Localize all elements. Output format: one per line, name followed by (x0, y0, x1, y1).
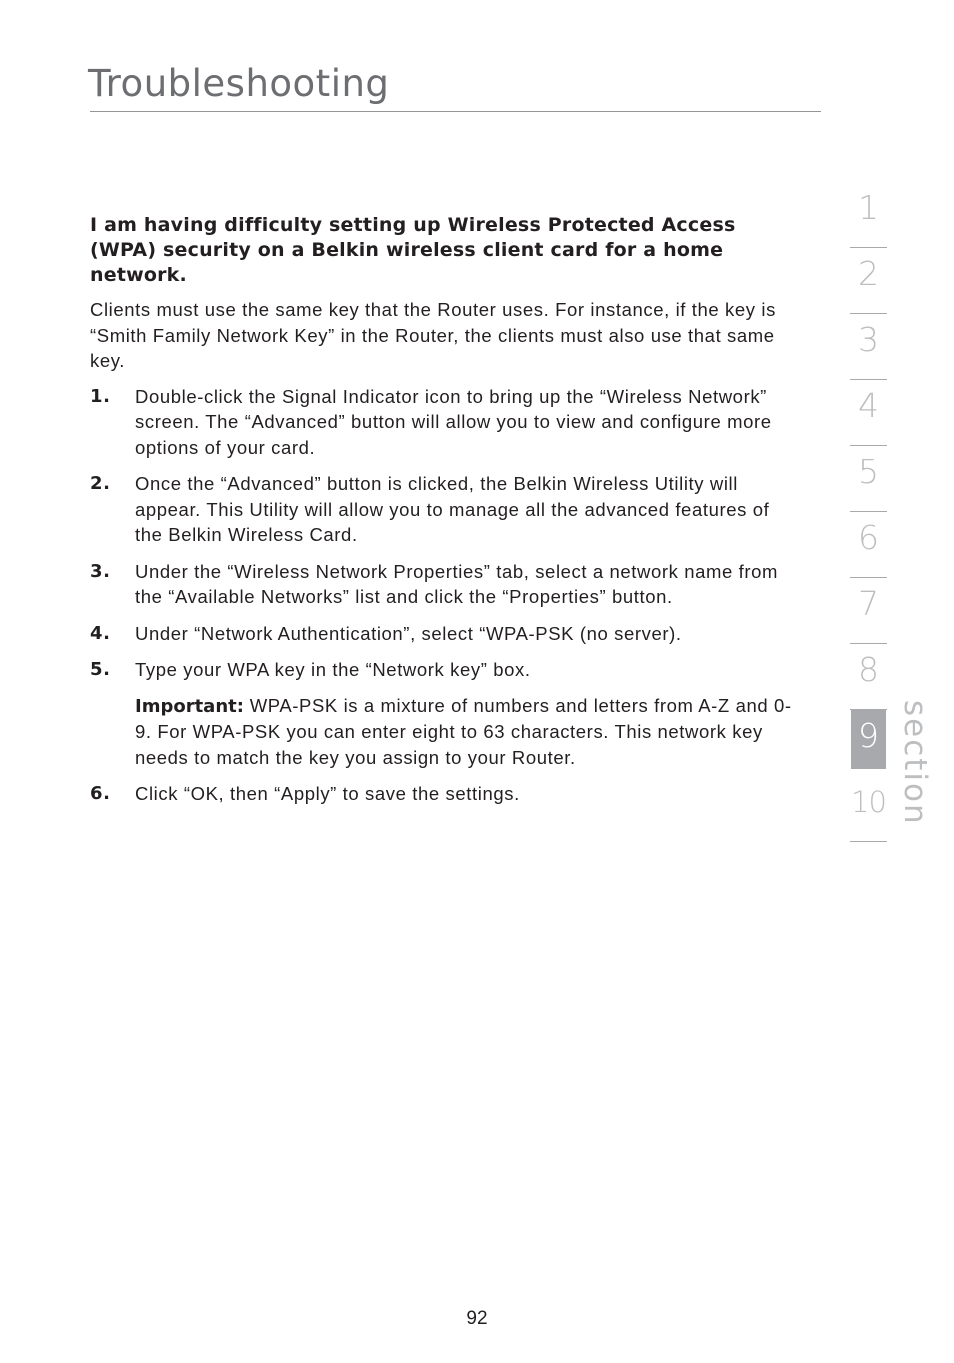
section-tab-2[interactable] (850, 248, 887, 314)
step-item (90, 781, 802, 807)
header-divider (90, 111, 821, 112)
section-tab-4[interactable] (850, 380, 887, 446)
step-item (90, 559, 802, 610)
step-number: 1. (90, 385, 111, 407)
step-number: 6. (90, 783, 111, 804)
section-tab-1[interactable] (850, 182, 887, 248)
step-item (90, 471, 802, 548)
page-number: 92 (466, 1308, 488, 1329)
step-text: Type your WPA key in the “Network key” box. (135, 659, 531, 680)
section-tab-8[interactable] (850, 644, 887, 710)
step-item (90, 384, 802, 461)
section-tab-label: 10 (851, 785, 886, 819)
section-tab-7[interactable] (850, 578, 887, 644)
step-text: Under “Network Authentication”, select “WPA-PSK (no server). (135, 622, 682, 644)
step-text: Click “OK, then “Apply” to save the settings. (135, 783, 520, 804)
step-text: Under the “Wireless Network Properties” tab, select a network name from the “Available Networks” list and click the “Properties” button. (135, 560, 779, 607)
section-tab-label: 9 (858, 716, 879, 755)
section-tab-nav (850, 182, 887, 842)
section-tab-label: 7 (858, 584, 879, 623)
section-tab-label: 1 (858, 188, 879, 227)
main-content (90, 213, 802, 818)
section-tab-label: 3 (858, 320, 879, 359)
section-tab-5[interactable] (850, 446, 887, 512)
section-tab-label: 6 (858, 518, 879, 557)
section-tab-label: 8 (858, 650, 879, 689)
step-number: 5. (90, 659, 111, 680)
page-title: Troubleshooting (88, 62, 390, 105)
question-heading: I am having difficulty setting up Wireless Protected Access (WPA) security on a Belkin wireless client card for a home network. (90, 214, 736, 286)
section-tab-9-active[interactable] (850, 710, 887, 776)
step-item (90, 621, 802, 647)
step-text: Once the “Advanced” button is clicked, the Belkin Wireless Utility will appear. This Utility will allow you to manage all the advanced features of the Belkin Wireless Card. (135, 473, 770, 545)
section-tab-label: 5 (858, 452, 879, 491)
section-tab-10[interactable] (850, 776, 887, 842)
step-item (90, 657, 802, 770)
step-number: 3. (90, 560, 111, 582)
section-tab-label: 2 (858, 254, 879, 293)
step-text: Double-click the Signal Indicator icon to bring up the “Wireless Network” screen. The “Advanced” button will allow you to view and configure more options of your card. (135, 385, 772, 458)
step-number: 2. (90, 473, 111, 494)
intro-paragraph: Clients must use the same key that the Router uses. For instance, if the key is “Smith Family Network Key” in the Router, the clients must also use that same key. (90, 299, 776, 371)
step-number: 4. (90, 622, 111, 644)
section-tab-6[interactable] (850, 512, 887, 578)
tab-divider (850, 841, 887, 842)
section-tab-label: 4 (858, 386, 879, 425)
important-note (135, 693, 802, 771)
section-tab-3[interactable] (850, 314, 887, 380)
section-label: section (897, 700, 933, 826)
important-label: Important: (135, 695, 244, 717)
steps-list (90, 384, 802, 807)
important-text: WPA-PSK is a mixture of numbers and letters from A-Z and 0-9. For WPA-PSK you can enter eight to 63 characters. This network key needs to match the key you assign to your Router. (135, 694, 792, 768)
